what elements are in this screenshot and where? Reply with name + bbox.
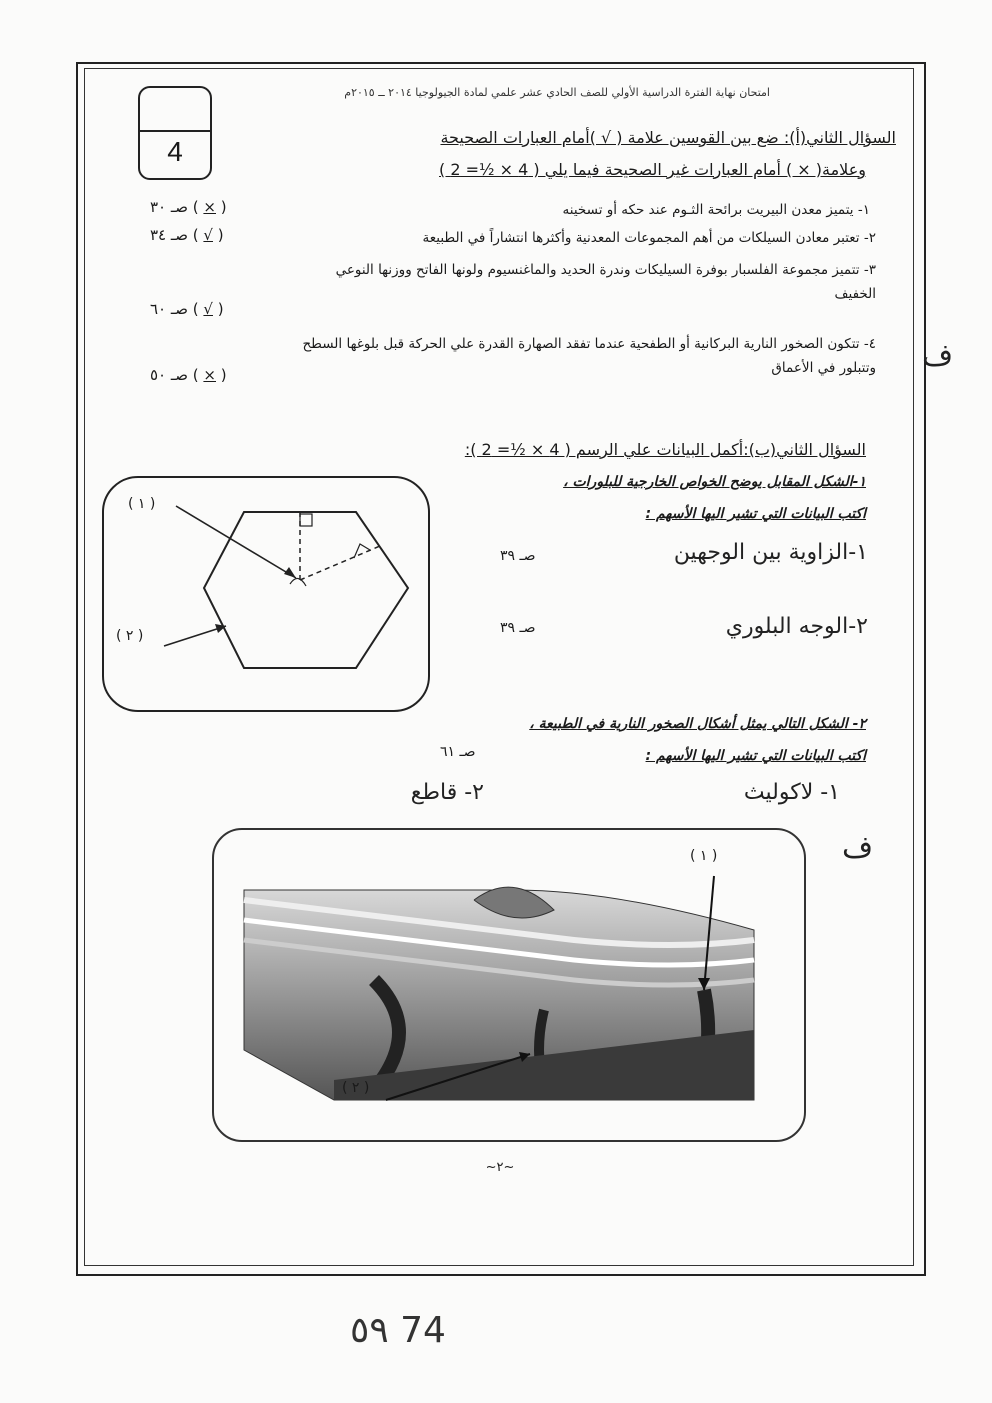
crystal-hexagon-diagram: [104, 478, 428, 710]
q2a-title: السؤال الثاني(أ): ضع بين القوسين علامة ( √ )أمام العبارات الصحيحة: [440, 128, 896, 147]
q2a-answer-1: صـ ٣٠ ( × ): [150, 198, 227, 216]
q2b-part1-title: ١-الشكل المقابل يوضح الخواص الخارجية للبلورات ،: [563, 474, 866, 490]
igneous-rocks-diagram: [214, 830, 804, 1140]
rock-answer-1: ١- لاكوليث: [743, 780, 840, 805]
q2a-item-1: ١- يتميز معدن البيريت برائحة الثـوم عند حكه أو تسخينه: [562, 202, 870, 218]
margin-note-2: ف: [842, 830, 874, 865]
bottom-handwritten-note: ٥٩ 74: [350, 1310, 446, 1351]
q2b-part2-instruction: اكتب البيانات التي تشير اليها الأسهم :: [645, 748, 866, 764]
q2a-answer-3: صـ ٦٠ ( √ ): [150, 300, 224, 318]
crystal-answer-1: ١-الزاوية بين الوجهين: [673, 540, 868, 565]
rock-label-2: ( ٢ ): [342, 1080, 370, 1096]
q2a-item-4: ٤- تتكون الصخور النارية البركانية أو الطفحية عندما تفقد الصهارة القدرة علي الحركة قبل بلوغها السطح وتتبلور في الأعماق: [302, 336, 876, 376]
crystal-figure-box: [102, 476, 430, 712]
exam-header: امتحان نهاية الفترة الدراسية الأولي للصف الحادي عشر علمي لمادة الجيولوجيا ٢٠١٤ ــ ٢٠١٥م: [344, 86, 770, 99]
crystal-label-1: ( ١ ): [128, 496, 156, 512]
q2b-part2-title: ٢- الشكل التالي يمثل أشكال الصخور النارية في الطبيعة ،: [529, 716, 866, 732]
q2a-item-2: ٢- تعتبر معادن السيلكات من أهم المجموعات المعدنية وأكثرها انتشاراً في الطبيعة: [422, 230, 876, 246]
q2a-answer-4: صـ ٥٠ ( × ): [150, 366, 227, 384]
page-number: ~٢~: [485, 1160, 515, 1175]
score-box: [138, 86, 212, 180]
q2b-title: السؤال الثاني(ب):أكمل البيانات علي الرسم ( 4 × ½= 2 ):: [464, 440, 866, 459]
q2b-part2-page: صـ ٦١: [440, 744, 476, 760]
crystal-answer-2-page: صـ ٣٩: [500, 620, 536, 636]
q2a-subtitle: وعلامة( × ) أمام العبارات غير الصحيحة فيما يلي ( 4 × ½= 2 ): [439, 160, 866, 179]
rock-answer-2: ٢- قاطع: [410, 780, 484, 805]
margin-note-1: ف: [922, 338, 954, 373]
igneous-figure-box: [212, 828, 806, 1142]
q2a-answer-2: صـ ٣٤ ( √ ): [150, 226, 224, 244]
crystal-answer-2: ٢-الوجه البلوري: [725, 614, 868, 639]
q2b-part1-instruction: اكتب البيانات التي تشير اليها الأسهم :: [645, 506, 866, 522]
rock-label-1: ( ١ ): [690, 848, 718, 864]
q2a-item-3: ٣- تتميز مجموعة الفلسبار بوفرة السيليكات وندرة الحديد والماغنسيوم ولونها الفاتح ووزنها النوعي الخفيف: [335, 262, 876, 302]
crystal-answer-1-page: صـ ٣٩: [500, 548, 536, 564]
score-value: 4: [167, 136, 183, 167]
crystal-label-2: ( ٢ ): [116, 628, 144, 644]
